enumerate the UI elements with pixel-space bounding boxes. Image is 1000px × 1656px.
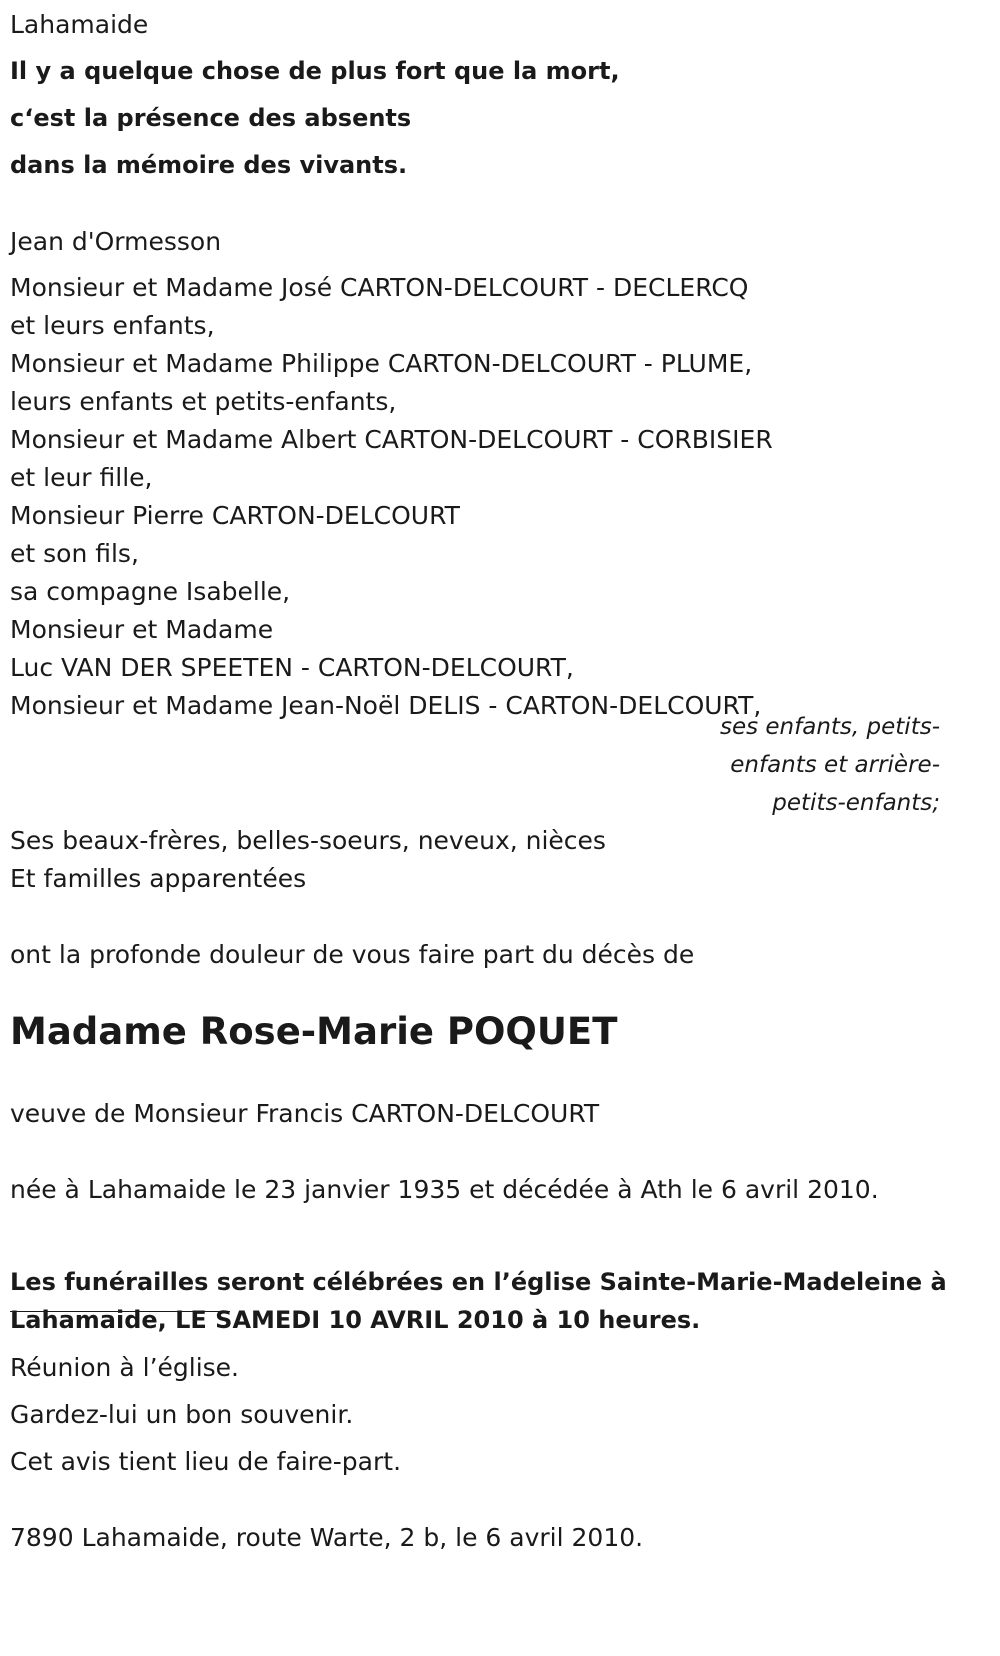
- descendants-line-3: petits-enfants;: [772, 790, 940, 816]
- family-line: et leurs enfants,: [10, 311, 215, 340]
- descendants-line-1: ses enfants, petits-: [719, 714, 940, 740]
- relatives-line-2: Et familles apparentées: [10, 864, 307, 893]
- announcement-intro: ont la profonde douleur de vous faire part du décès de: [10, 940, 695, 969]
- funeral-details-line-1: Les funérailles seront célébrées en l’église Sainte-Marie-Madeleine à: [10, 1268, 947, 1296]
- family-line: Monsieur Pierre CARTON-DELCOURT: [10, 501, 460, 530]
- place-heading: Lahamaide: [10, 10, 149, 39]
- family-line: Monsieur et Madame Philippe CARTON-DELCOURT - PLUME,: [10, 349, 753, 378]
- family-line: et leur fille,: [10, 463, 153, 492]
- family-line: sa compagne Isabelle,: [10, 577, 291, 606]
- quote-line-1: Il y a quelque chose de plus fort que la mort,: [10, 57, 620, 85]
- family-line: Monsieur et Madame Jean-Noël DELIS - CARTON-DELCOURT,: [10, 691, 762, 720]
- funeral-details-line-2: Lahamaide, LE SAMEDI 10 AVRIL 2010 à 10 heures.: [10, 1306, 701, 1334]
- descendants-line-2: enfants et arrière-: [730, 752, 940, 778]
- family-line: et son fils,: [10, 539, 139, 568]
- relatives-line-1: Ses beaux-frères, belles-soeurs, neveux, nièces: [10, 826, 606, 855]
- family-line: Monsieur et Madame: [10, 615, 274, 644]
- family-line: leurs enfants et petits-enfants,: [10, 387, 397, 416]
- family-line: Monsieur et Madame José CARTON-DELCOURT - DECLERCQ: [10, 273, 749, 302]
- quote-author: Jean d'Ormesson: [10, 227, 222, 256]
- deceased-name: Madame Rose-Marie POQUET: [10, 1010, 618, 1053]
- family-line: Luc VAN DER SPEETEN - CARTON-DELCOURT,: [10, 653, 574, 682]
- widow-of: veuve de Monsieur Francis CARTON-DELCOURT: [10, 1099, 600, 1128]
- birth-death-dates: née à Lahamaide le 23 janvier 1935 et décédée à Ath le 6 avril 2010.: [10, 1175, 879, 1204]
- quote-line-3: dans la mémoire des vivants.: [10, 151, 408, 179]
- funeral-meeting: Réunion à l’église.: [10, 1353, 240, 1382]
- notice-text: Cet avis tient lieu de faire-part.: [10, 1447, 402, 1476]
- address-footer: 7890 Lahamaide, route Warte, 2 b, le 6 avril 2010.: [10, 1523, 644, 1552]
- remembrance: Gardez-lui un bon souvenir.: [10, 1400, 354, 1429]
- quote-line-2: c‘est la présence des absents: [10, 104, 412, 132]
- family-line: Monsieur et Madame Albert CARTON-DELCOURT - CORBISIER: [10, 425, 773, 454]
